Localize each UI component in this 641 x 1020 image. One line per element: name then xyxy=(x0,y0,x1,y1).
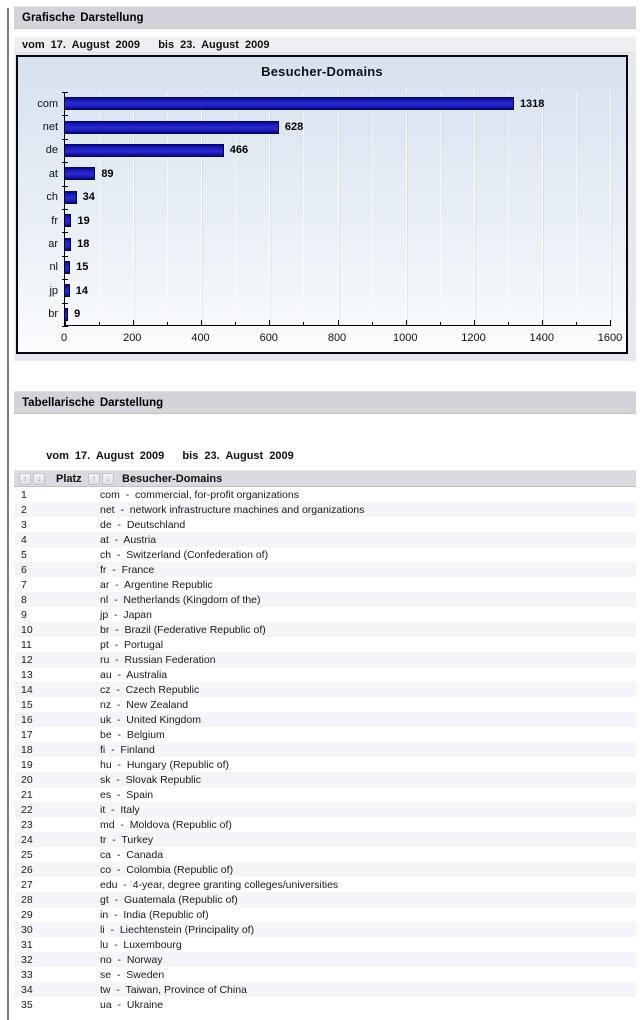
domain-name: Turkey xyxy=(121,833,154,846)
domain-cell xyxy=(14,609,152,621)
domain-cell xyxy=(14,699,188,711)
domain-name: Switzerland (Confederation of) xyxy=(126,548,269,561)
domain-code: in xyxy=(100,908,109,921)
domain-separator: - xyxy=(111,848,127,861)
domain-separator: - xyxy=(108,893,124,906)
platz-cell: 17 xyxy=(21,728,33,741)
x-axis-tick-label: 1600 xyxy=(597,332,623,344)
domain-cell xyxy=(14,984,247,996)
bar-value-label: 15 xyxy=(76,261,89,274)
bar-category-label: br xyxy=(48,308,58,321)
domain-name: Taiwan, Province of China xyxy=(125,983,247,996)
chart-bar xyxy=(65,308,68,321)
domain-cell xyxy=(14,744,155,756)
domain-cell xyxy=(14,549,268,561)
platz-cell: 2 xyxy=(21,503,27,516)
domain-cell xyxy=(14,759,229,771)
domain-name: Norway xyxy=(126,953,163,966)
table-row xyxy=(14,667,636,682)
domain-name: Japan xyxy=(123,608,152,621)
platz-cell: 27 xyxy=(21,878,33,891)
domain-separator: - xyxy=(117,878,133,891)
domain-cell xyxy=(14,939,182,951)
domain-cell xyxy=(14,669,167,681)
platz-cell: 5 xyxy=(21,548,27,561)
table-row xyxy=(14,697,636,712)
report-page xyxy=(14,6,636,1012)
table-row xyxy=(14,652,636,667)
domain-code: li xyxy=(100,923,105,936)
domain-cell xyxy=(14,714,201,726)
domain-code: com xyxy=(100,488,120,501)
domain-code: ch xyxy=(100,548,112,561)
domain-code: fr xyxy=(100,563,107,576)
domain-code: br xyxy=(100,623,110,636)
domain-cell xyxy=(14,879,338,891)
domain-name: Hungary (Republic of) xyxy=(126,758,229,771)
domain-cell xyxy=(14,819,232,831)
chart-x-axis-labels xyxy=(60,326,623,348)
domain-separator: - xyxy=(104,923,120,936)
domain-name: Spain xyxy=(126,788,154,801)
table-row xyxy=(14,577,636,592)
chart-bar-row xyxy=(49,256,610,279)
platz-cell: 26 xyxy=(21,863,33,876)
domain-code: ca xyxy=(100,848,112,861)
chart-bar-row xyxy=(37,92,610,115)
domain-name: Russian Federation xyxy=(124,653,216,666)
domain-separator: - xyxy=(108,908,124,921)
domain-cell xyxy=(14,729,165,741)
platz-cell: 23 xyxy=(21,818,33,831)
bar-value-label: 19 xyxy=(77,214,90,227)
domain-code: be xyxy=(100,728,112,741)
x-axis-tick-label: 800 xyxy=(327,332,347,344)
domain-cell xyxy=(14,594,261,606)
platz-cell: 35 xyxy=(21,998,33,1011)
table-row xyxy=(14,547,636,562)
domain-code: tw xyxy=(100,983,111,996)
domain-name: Czech Republic xyxy=(125,683,200,696)
domain-name: Argentine Republic xyxy=(123,578,213,591)
bar-category-label: at xyxy=(48,167,58,180)
domain-name: 4-year, degree granting colleges/universities xyxy=(132,878,339,891)
table-row xyxy=(14,622,636,637)
platz-cell: 29 xyxy=(21,908,33,921)
domain-name: Moldova (Republic of) xyxy=(129,818,232,831)
domain-cell xyxy=(14,849,163,861)
domain-code: ua xyxy=(100,998,112,1011)
domain-code: ru xyxy=(100,653,110,666)
platz-cell: 21 xyxy=(21,788,33,801)
domain-name: Australia xyxy=(126,668,168,681)
domain-separator: - xyxy=(109,578,124,591)
domain-cell xyxy=(14,999,163,1011)
platz-cell: 15 xyxy=(21,698,33,711)
platz-cell: 33 xyxy=(21,968,33,981)
domain-cell xyxy=(14,489,299,501)
table-row xyxy=(14,937,636,952)
domain-code: no xyxy=(100,953,112,966)
platz-cell: 34 xyxy=(21,983,33,996)
platz-cell: 20 xyxy=(21,773,33,786)
x-axis-tick-label: 1000 xyxy=(393,332,418,344)
chart-bar-row xyxy=(51,209,610,232)
chart-bar xyxy=(65,284,70,297)
domain-code: lu xyxy=(100,938,109,951)
table-date-range: vom 17. August 2009 bis 23. August 2009 xyxy=(46,450,294,462)
domain-separator: - xyxy=(106,833,122,846)
x-axis-tick-label: 0 xyxy=(60,332,68,344)
domains-sort-controls xyxy=(88,473,114,485)
domain-code: md xyxy=(100,818,115,831)
x-axis-tick-label: 1400 xyxy=(529,332,554,344)
domain-code: at xyxy=(100,533,109,546)
domain-code: uk xyxy=(100,713,112,726)
domain-name: France xyxy=(121,563,155,576)
x-axis-tick xyxy=(610,320,611,326)
domain-separator: - xyxy=(111,758,127,771)
domain-separator: - xyxy=(110,683,126,696)
bar-value-label: 18 xyxy=(77,238,90,251)
bar-category-label: nl xyxy=(49,261,58,274)
domain-separator: - xyxy=(111,998,127,1011)
chart-bar-row xyxy=(46,186,610,209)
table-row xyxy=(14,982,636,997)
table-row xyxy=(14,592,636,607)
sort-down-icon[interactable]: ↓ xyxy=(33,473,45,485)
domain-cell xyxy=(14,624,266,636)
domain-name: Italy xyxy=(120,803,140,816)
platz-cell: 25 xyxy=(21,848,33,861)
platz-cell: 1 xyxy=(21,488,27,501)
table-row xyxy=(14,607,636,622)
domain-separator: - xyxy=(111,698,127,711)
domain-code: sk xyxy=(100,773,111,786)
platz-cell: 24 xyxy=(21,833,33,846)
table-row xyxy=(14,997,636,1012)
domain-cell xyxy=(14,909,209,921)
sort-up-icon[interactable]: ↑ xyxy=(88,473,100,485)
table-row xyxy=(14,952,636,967)
platz-cell: 7 xyxy=(21,578,27,591)
table-row xyxy=(14,802,636,817)
domain-name: Netherlands (Kingdom of the) xyxy=(123,593,261,606)
domain-separator: - xyxy=(111,518,127,531)
platz-cell: 9 xyxy=(21,608,27,621)
graphic-section-title: Grafische Darstellung xyxy=(22,11,144,24)
chart-gridline xyxy=(610,92,611,325)
table-row xyxy=(14,907,636,922)
table-row xyxy=(14,862,636,877)
domain-separator: - xyxy=(111,668,127,681)
domain-name: Portugal xyxy=(123,638,164,651)
platz-cell: 30 xyxy=(21,923,33,936)
chart-bar-row xyxy=(45,139,610,162)
platz-sort-controls xyxy=(19,473,45,485)
sort-up-icon[interactable]: ↑ xyxy=(19,473,31,485)
domain-code: se xyxy=(100,968,112,981)
x-axis-tick-label: 200 xyxy=(123,332,142,344)
table-row xyxy=(14,487,636,502)
domain-separator: - xyxy=(108,638,124,651)
domain-code: net xyxy=(100,503,115,516)
domain-name: Brazil (Federative Republic of) xyxy=(124,623,266,636)
table-row xyxy=(14,517,636,532)
platz-cell: 6 xyxy=(21,563,27,576)
domain-code: cz xyxy=(100,683,111,696)
table-row xyxy=(14,637,636,652)
domain-code: jp xyxy=(100,608,109,621)
domain-separator: - xyxy=(108,608,124,621)
domain-name: Liechtenstein (Principality of) xyxy=(119,923,255,936)
domain-separator: - xyxy=(111,548,127,561)
platz-cell: 4 xyxy=(21,533,27,546)
domain-cell xyxy=(14,894,238,906)
domain-separator: - xyxy=(110,773,126,786)
domain-code: es xyxy=(100,788,112,801)
domain-separator: - xyxy=(109,623,125,636)
table-section-header xyxy=(14,391,636,414)
platz-cell: 18 xyxy=(21,743,33,756)
domain-name: Ukraine xyxy=(126,998,164,1011)
domain-name: network infrastructure machines and organizations xyxy=(129,503,365,516)
bar-category-label: com xyxy=(37,97,58,110)
bar-category-label: net xyxy=(42,121,58,134)
domain-name: New Zealand xyxy=(126,698,189,711)
domain-name: India (Republic of) xyxy=(123,908,209,921)
besucher-domains-chart xyxy=(16,55,628,354)
domain-name: commercial, for-profit organizations xyxy=(135,488,299,501)
bar-value-label: 466 xyxy=(229,144,249,157)
platz-cell: 32 xyxy=(21,953,33,966)
domain-separator: - xyxy=(111,728,127,741)
domain-code: pt xyxy=(100,638,109,651)
chart-plot-area xyxy=(37,92,610,326)
chart-bar-row xyxy=(42,115,610,138)
column-label-platz: Platz xyxy=(56,473,82,485)
domain-code: co xyxy=(100,863,112,876)
chart-bar xyxy=(65,121,279,134)
x-axis-tick-label: 1200 xyxy=(461,332,486,344)
domain-name: Belgium xyxy=(126,728,165,741)
platz-cell: 8 xyxy=(21,593,27,606)
domain-cell xyxy=(14,954,162,966)
table-row xyxy=(14,562,636,577)
domain-code: gt xyxy=(100,893,109,906)
bar-category-label: fr xyxy=(51,214,58,227)
platz-cell: 10 xyxy=(21,623,33,636)
domain-cell xyxy=(14,774,201,786)
domain-name: Sweden xyxy=(126,968,165,981)
domains-table-body xyxy=(14,487,636,1012)
domain-cell xyxy=(14,639,163,651)
domain-name: Deutschland xyxy=(126,518,186,531)
domain-name: Canada xyxy=(126,848,164,861)
domain-code: it xyxy=(100,803,106,816)
domain-separator: - xyxy=(108,593,124,606)
domain-name: Finland xyxy=(120,743,155,756)
domain-cell xyxy=(14,564,154,576)
domain-separator: - xyxy=(111,788,127,801)
domain-cell xyxy=(14,969,164,981)
bar-value-label: 34 xyxy=(82,191,95,204)
chart-bar xyxy=(65,261,70,274)
bar-category-label: ar xyxy=(48,238,58,251)
domain-name: United Kingdom xyxy=(126,713,201,726)
domain-separator: - xyxy=(109,653,125,666)
chart-bar-row xyxy=(48,232,610,255)
bar-category-label: jp xyxy=(49,284,58,297)
domain-separator: - xyxy=(111,953,127,966)
platz-cell: 14 xyxy=(21,683,33,696)
graphic-section-header xyxy=(14,6,636,29)
chart-bar xyxy=(65,167,95,180)
domain-cell xyxy=(14,654,216,666)
x-axis-tick-label: 600 xyxy=(259,332,278,344)
chart-bar xyxy=(65,191,77,204)
domain-separator: - xyxy=(114,818,130,831)
domain-separator: - xyxy=(111,863,127,876)
domain-cell xyxy=(14,684,199,696)
sort-down-icon[interactable]: ↓ xyxy=(102,473,114,485)
table-row xyxy=(14,817,636,832)
domain-code: tr xyxy=(100,833,107,846)
chart-bar-row xyxy=(48,303,610,326)
domain-cell xyxy=(14,789,153,801)
chart-title: Besucher-Domains xyxy=(261,64,383,79)
table-row xyxy=(14,877,636,892)
table-row xyxy=(14,757,636,772)
table-row xyxy=(14,532,636,547)
domain-separator: - xyxy=(114,503,130,516)
table-row xyxy=(14,727,636,742)
domain-code: au xyxy=(100,668,112,681)
table-row xyxy=(14,847,636,862)
x-axis-tick-label: 400 xyxy=(191,332,210,344)
domain-cell xyxy=(14,579,213,591)
domain-cell xyxy=(14,864,233,876)
domain-code: nl xyxy=(100,593,109,606)
domain-separator: - xyxy=(111,968,127,981)
table-column-header xyxy=(14,470,636,487)
chart-bar-row xyxy=(48,162,610,185)
platz-cell: 12 xyxy=(21,653,33,666)
chart-bar xyxy=(65,238,71,251)
table-row xyxy=(14,832,636,847)
table-row xyxy=(14,892,636,907)
domain-name: Slovak Republic xyxy=(125,773,201,786)
domain-cell xyxy=(14,534,156,546)
table-row xyxy=(14,712,636,727)
domain-code: de xyxy=(100,518,112,531)
table-row xyxy=(14,742,636,757)
table-row xyxy=(14,502,636,517)
domain-separator: - xyxy=(105,743,121,756)
domain-separator: - xyxy=(108,938,124,951)
domain-separator: - xyxy=(119,488,136,501)
domain-separator: - xyxy=(111,713,127,726)
domain-code: fi xyxy=(100,743,106,756)
bar-category-label: de xyxy=(45,144,58,157)
bar-value-label: 628 xyxy=(284,121,304,134)
bar-value-label: 1318 xyxy=(519,97,545,110)
table-row xyxy=(14,787,636,802)
platz-cell: 28 xyxy=(21,893,33,906)
platz-cell: 22 xyxy=(21,803,33,816)
table-row xyxy=(14,682,636,697)
table-row xyxy=(14,967,636,982)
domain-separator: - xyxy=(106,563,122,576)
column-label-besucher-domains: Besucher-Domains xyxy=(122,473,223,485)
table-row xyxy=(14,772,636,787)
graphic-date-range: vom 17. August 2009 bis 23. August 2009 xyxy=(14,37,636,53)
chart-bar xyxy=(65,97,514,110)
platz-cell: 16 xyxy=(21,713,33,726)
domain-cell xyxy=(14,504,364,516)
domain-cell xyxy=(14,834,153,846)
domain-separator: - xyxy=(105,803,121,816)
chart-bar xyxy=(65,214,71,227)
bar-value-label: 9 xyxy=(74,308,81,321)
domain-name: Luxembourg xyxy=(123,938,182,951)
chart-bar-row xyxy=(49,279,610,302)
platz-cell: 31 xyxy=(21,938,33,951)
domain-name: Austria xyxy=(123,533,157,546)
domain-code: ar xyxy=(100,578,110,591)
domain-separator: - xyxy=(108,533,124,546)
chart-bar xyxy=(65,144,224,157)
table-section-title: Tabellarische Darstellung xyxy=(22,396,164,409)
bar-value-label: 89 xyxy=(101,167,114,180)
domain-name: Colombia (Republic of) xyxy=(126,863,234,876)
platz-cell: 13 xyxy=(21,668,33,681)
bar-value-label: 14 xyxy=(75,284,89,297)
domain-code: nz xyxy=(100,698,112,711)
table-row xyxy=(14,922,636,937)
domain-name: Guatemala (Republic of) xyxy=(123,893,238,906)
domain-cell xyxy=(14,519,185,531)
platz-cell: 11 xyxy=(21,638,32,651)
page-left-rule xyxy=(7,8,9,1020)
chart-container xyxy=(14,53,636,361)
domain-cell xyxy=(14,924,254,936)
platz-cell: 19 xyxy=(21,758,33,771)
platz-cell: 3 xyxy=(21,518,27,531)
domain-code: edu xyxy=(100,878,118,891)
domain-separator: - xyxy=(110,983,126,996)
domain-code: hu xyxy=(100,758,112,771)
bar-category-label: ch xyxy=(46,191,58,204)
